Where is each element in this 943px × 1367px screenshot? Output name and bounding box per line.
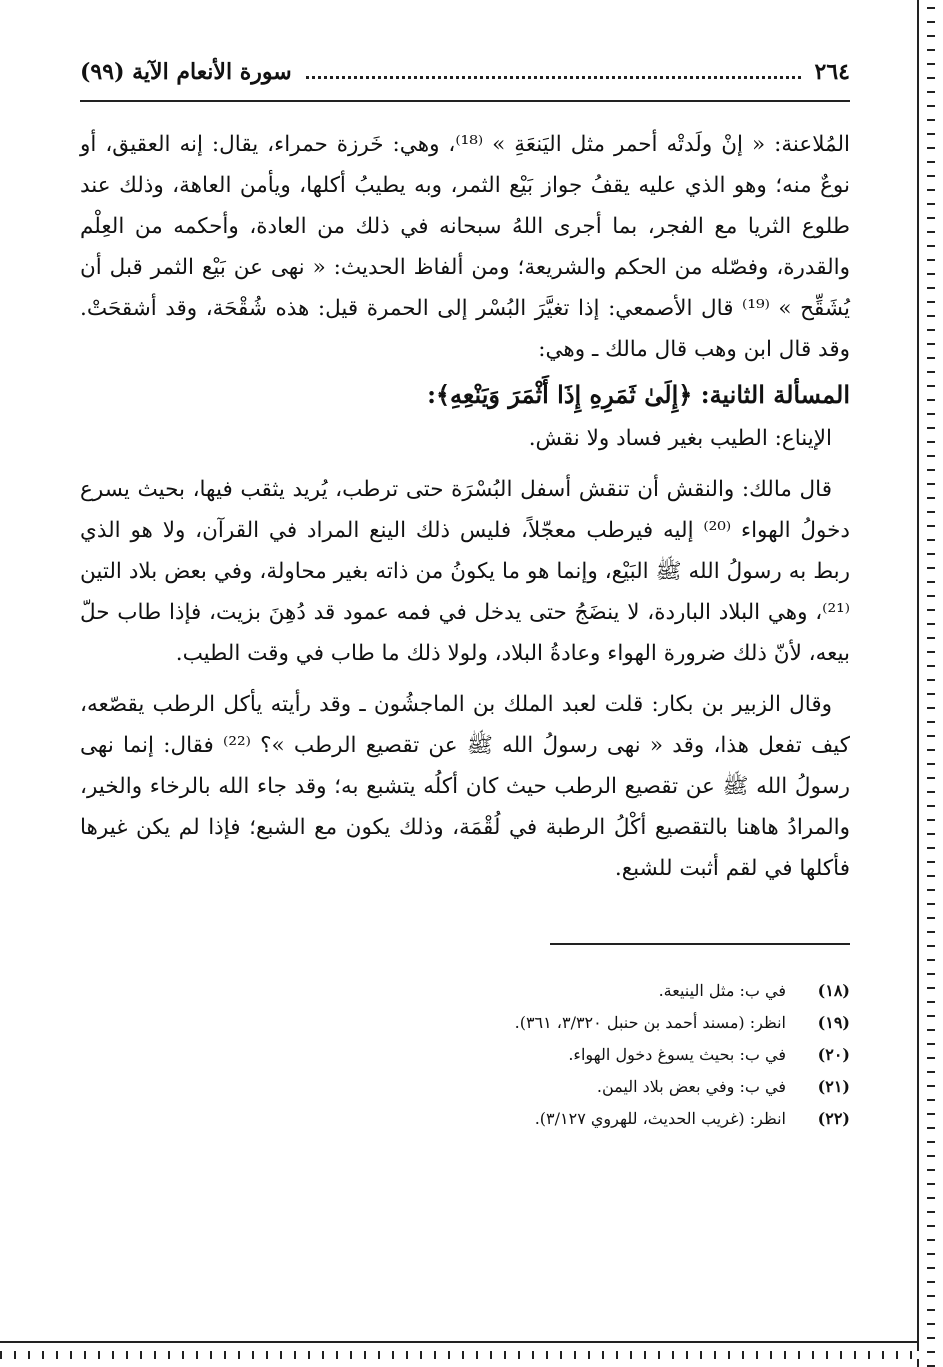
page-border-right bbox=[917, 0, 943, 1367]
footnote-separator bbox=[550, 943, 850, 945]
page-number: ٢٦٤ bbox=[814, 59, 850, 85]
footnote-number: (٢١) bbox=[817, 1077, 850, 1096]
footnote-number: (١٩) bbox=[817, 1013, 850, 1032]
footnote-item bbox=[80, 1103, 850, 1135]
book-page bbox=[80, 58, 850, 1135]
paragraph-1: المُلاعنة: « إنْ ولَدتْه أحمر مثل اليَنعَةِ » ⁽¹⁸⁾، وهي: خَرزة حمراء، يقال: إنه العقيق، أو نوعٌ منه؛ وهو الذي عليه يقفُ جواز بَيْع الثمر، وبه يطيبُ أكلها، ويأمن العاهة، وذلك عند طلوع الثريا مع الفجر، بما أجرى اللهُ سبحانه في ذلك من العادة، وأحكمه من العِلْم والقدرة، وفصّله من الحكم والشريعة؛ ومن ألفاظ الحديث: « نهى عن بَيْع الثمر قبل أن يُشَقِّح » ⁽¹⁹⁾ قال الأصمعي: إذا تغيَّرَ البُسْر إلى الحمرة قيل: هذه شُقْحَة، وقد أشقحَتْ. وقد قال ابن وهب قال مالك ـ وهي: bbox=[80, 132, 850, 362]
paragraph-3: قال مالك: والنقش أن تنقش أسفل البُسْرَة حتى ترطب، يُريد يثقب فيها، بحيث يسرع دخولُ الهواء ⁽²⁰⁾ إليه فيرطب معجّلاً، فليس ذلك الينع المراد في القرآن، ولا هو الذي ربط به رسولُ الله ﷺ البَيْع، وإنما هو ما يكونُ من ذاته بغير محاولة، وفي بعض بلاد التين ⁽²¹⁾، وهي البلاد الباردة، لا ينضَجُ حتى يدخل في فمه عمود قد دُهِنَ بزيت، فإذا طاب حلّ بيعه، لأنّ ذلك ضرورة الهواء وعادةُ البلاد، ولولا ذلك ما طاب في وقت الطيب. bbox=[80, 477, 851, 666]
footnote-text: انظر: (مسند أحمد بن حنبل ٣/٣٢٠، ٣٦١). bbox=[514, 1013, 786, 1032]
footnote-item bbox=[80, 1071, 850, 1103]
paragraph-4: وقال الزبير بن بكار: قلت لعبد الملك بن الماجشُون ـ وقد رأيته يأكل الرطب يقصّعه، كيف تفعل هذا، وقد « نهى رسولُ الله ﷺ عن تقصيع الرطب »؟ ⁽²²⁾ فقال: إنما نهى رسولُ الله ﷺ عن تقصيع الرطب حيث كان أكلُه يتشبع به؛ وقد جاء الله بالرخاء والخير، والمرادُ هاهنا بالتقصيع أكْلُ الرطبة في لُقْمَة، وذلك يكون مع الشبع؛ فإذا لم يكن غيرها فأكلها في لقم أثبت للشبع. bbox=[80, 692, 850, 881]
footnote-number: (٢٠) bbox=[817, 1045, 850, 1064]
footnote-item bbox=[80, 1007, 850, 1039]
footnote-text: انظر: (غريب الحديث، للهروي ٣/١٢٧). bbox=[534, 1109, 786, 1128]
header-rule bbox=[80, 100, 850, 102]
paragraph-2: الإيناع: الطيب بغير فساد ولا نقش. bbox=[528, 426, 832, 451]
running-header bbox=[80, 58, 850, 98]
issue-label: المسألة الثانية: bbox=[700, 380, 850, 409]
surah-title: سورة الأنعام الآية (٩٩) bbox=[80, 59, 292, 85]
page-border-bottom bbox=[0, 1341, 919, 1367]
footnote-number: (١٨) bbox=[817, 981, 850, 1000]
footnote-number: (٢٢) bbox=[817, 1109, 850, 1128]
footnote-item bbox=[80, 1039, 850, 1071]
footnote-item bbox=[80, 975, 850, 1007]
header-dot-leader bbox=[306, 58, 801, 79]
footnotes bbox=[80, 975, 850, 1135]
footnote-text: في ب: بحيث يسوغ دخول الهواء. bbox=[568, 1045, 786, 1064]
issue-verse: ﴿إِلَىٰ ثَمَرِهِ إِذَا أَثْمَرَ وَيَنْعِهِ﴾: bbox=[427, 380, 693, 409]
footnote-text: في ب: مثل الينيعة. bbox=[658, 981, 786, 1000]
footnote-text: في ب: وفي بعض بلاد اليمن. bbox=[596, 1077, 786, 1096]
issue-heading bbox=[80, 372, 850, 418]
